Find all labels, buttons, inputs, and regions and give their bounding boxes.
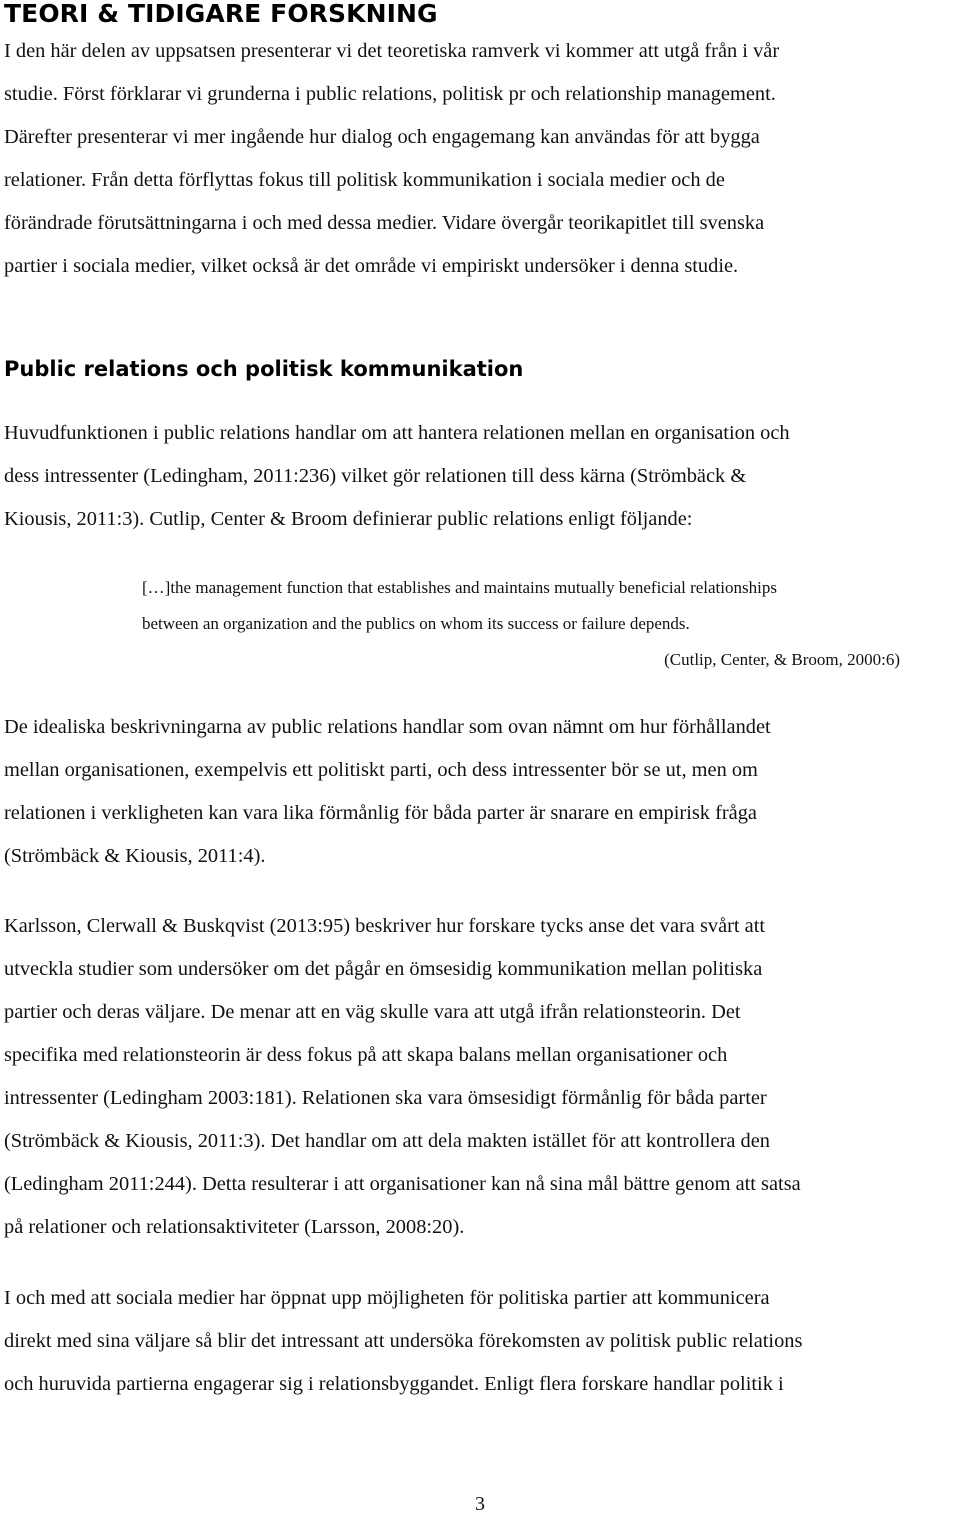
text-line: partier och deras väljare. De menar att en väg skulle vara att utgå ifrån relationsteorin. Det xyxy=(4,1001,741,1023)
quote-line: […]the management function that establishes and maintains mutually beneficial relationships xyxy=(142,578,777,597)
text-line: Huvudfunktionen i public relations handlar om att hantera relationen mellan en organisation och xyxy=(4,422,790,444)
paragraph-definition xyxy=(4,412,956,541)
text-line: på relationer och relationsaktiviteter (Larsson, 2008:20). xyxy=(4,1216,465,1238)
quote-citation: (Cutlip, Center, & Broom, 2000:6) xyxy=(664,650,900,669)
text-line: dess intressenter (Ledingham, 2011:236) vilket gör relationen till dess kärna (Strömbäck & xyxy=(4,465,747,487)
paragraph-relations-theory xyxy=(4,905,956,1249)
chapter-heading: TEORI & TIDIGARE FORSKNING xyxy=(4,0,438,28)
text-line: (Ledingham 2011:244). Detta resulterar i att organisationer kan nå sina mål bättre genom att satsa xyxy=(4,1173,801,1195)
text-line: direkt med sina väljare så blir det intressant att undersöka förekomsten av politisk public relations xyxy=(4,1330,803,1352)
text-line: I och med att sociala medier har öppnat upp möjligheten för politiska partier att kommunicera xyxy=(4,1287,770,1309)
text-line: relationen i verkligheten kan vara lika förmånlig för båda parter är snarare en empirisk fråga xyxy=(4,802,757,824)
text-line: (Strömbäck & Kiousis, 2011:3). Det handlar om att dela makten istället för att kontrollera den xyxy=(4,1130,770,1152)
text-line: och huruvida partierna engagerar sig i relationsbyggandet. Enligt flera forskare handlar politik i xyxy=(4,1373,784,1395)
text-line: Kiousis, 2011:3). Cutlip, Center & Broom definierar public relations enligt följande: xyxy=(4,508,693,530)
section-heading: Public relations och politisk kommunikation xyxy=(4,357,524,381)
quote-line: between an organization and the publics on whom its success or failure depends. xyxy=(142,614,690,633)
text-line: Karlsson, Clerwall & Buskqvist (2013:95) beskriver hur forskare tycks anse det vara svårt att xyxy=(4,915,766,937)
text-line: förändrade förutsättningarna i och med dessa medier. Vidare övergår teorikapitlet till svenska xyxy=(4,212,765,234)
text-line: utveckla studier som undersöker om det pågår en ömsesidig kommunikation mellan politiska xyxy=(4,958,763,980)
text-line: specifika med relationsteorin är dess fokus på att skapa balans mellan organisationer och xyxy=(4,1044,728,1066)
text-line: partier i sociala medier, vilket också är det område vi empiriskt undersöker i denna studie. xyxy=(4,255,739,277)
text-line: Därefter presenterar vi mer ingående hur dialog och engagemang kan användas för att bygga xyxy=(4,126,760,148)
text-line: intressenter (Ledingham 2003:181). Relationen ska vara ömsesidigt förmånlig för båda parter xyxy=(4,1087,767,1109)
text-line: I den här delen av uppsatsen presenterar vi det teoretiska ramverk vi kommer att utgå från i vår xyxy=(4,40,780,62)
page-number: 3 xyxy=(475,1493,485,1515)
paragraph-social-media xyxy=(4,1277,956,1406)
text-line: studie. Först förklarar vi grunderna i public relations, politisk pr och relationship management. xyxy=(4,83,776,105)
intro-paragraph xyxy=(4,30,956,288)
text-line: De idealiska beskrivningarna av public relations handlar som ovan nämnt om hur förhållandet xyxy=(4,716,771,738)
text-line: relationer. Från detta förflyttas fokus till politisk kommunikation i sociala medier och de xyxy=(4,169,725,191)
text-line: mellan organisationen, exempelvis ett politiskt parti, och dess intressenter bör se ut, men om xyxy=(4,759,758,781)
block-quote xyxy=(142,570,932,642)
paragraph-ideal xyxy=(4,706,956,878)
text-line: (Strömbäck & Kiousis, 2011:4). xyxy=(4,845,266,867)
